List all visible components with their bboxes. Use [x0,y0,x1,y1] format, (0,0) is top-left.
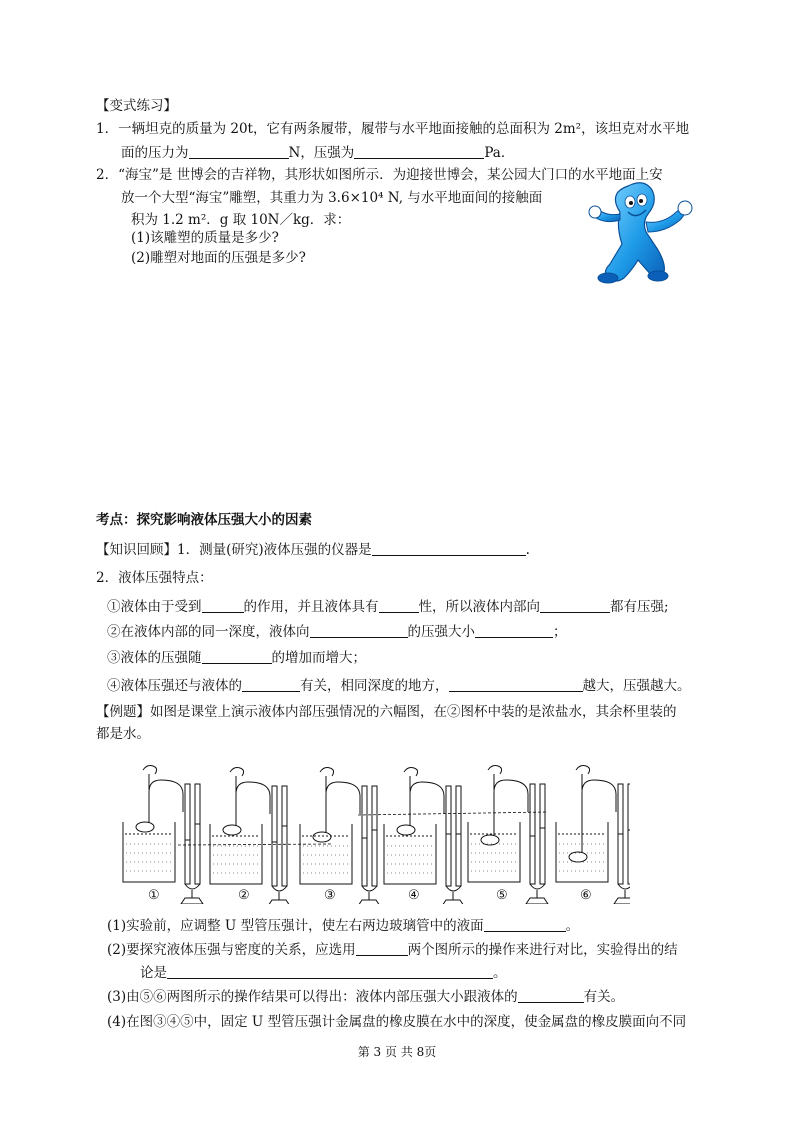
feature-4 [107,676,691,696]
question-2-line-3: 积为 1.2 m²．g 取 10N／kg．求： [131,212,351,228]
u-tube-right-5 [540,784,545,884]
stand-base-4 [442,900,464,904]
stand-base-1 [181,898,203,904]
stand-base-3 [358,900,380,904]
feature-1-blank-2[interactable] [379,598,419,613]
metal-probe-2 [223,825,241,835]
question-2-line-2: 放一个大型“海宝”雕塑，其重力为 3.6×10⁴ N, 与水平地面间的接触面 [121,190,543,206]
u-tube-right-4 [456,786,461,886]
u-tube-left-5 [530,784,535,884]
figure-label-2: ② [238,888,250,903]
feature-4-blank-1[interactable] [242,677,300,692]
example-q2-text-b: 两个图所示的操作来进行对比，实验得出的结 [407,942,678,958]
stand-base-5 [526,898,548,904]
figure-label-3: ③ [324,888,336,903]
feature-3-text-a: ③液体的压强随 [107,650,202,666]
feature-3-blank[interactable] [202,649,272,664]
question-1-line-1: 1．一辆坦克的质量为 20t，它有两条履带，履带与水平地面接触的总面积为 2m²，该坦克对水平地 [96,121,690,137]
stand-base-6 [614,898,630,904]
feature-2-blank-2[interactable] [475,623,553,638]
figure-label-5: ⑤ [496,888,508,903]
feature-1-text-d: 都有压强; [610,599,669,615]
beaker-2 [210,824,262,884]
u-tube-bottom-2 [272,886,287,891]
feature-3-text-b: 的增加而增大； [271,650,366,666]
example-q2-end: 。 [493,965,507,981]
q1-text-force: 面的压力为 [121,145,189,161]
u-tube-bottom-3 [362,886,377,891]
metal-probe-1 [136,822,154,832]
q1-text-pressure: N，压强为 [288,145,355,161]
example-q2-blank-2[interactable] [167,964,493,979]
example-q3 [107,987,624,1007]
example-q2-conclusion [140,963,507,983]
topic-title: 考点：探究影响液体压强大小的因素 [96,512,312,528]
u-tube-bottom-4 [446,886,461,891]
rubber-tube-2 [236,782,270,826]
variant-practice-heading: 【变式练习】 [96,98,177,114]
u-tube-right-6 [628,784,630,884]
rubber-tube-1 [149,780,183,823]
rubber-tube-6 [582,780,616,853]
feature-4-text-c: 越大，压强越大。 [582,678,691,694]
u-tube-left-4 [446,786,451,886]
u-tube-bottom-1 [185,884,200,889]
example-line-1: 【例题】如图是课堂上演示液体内部压强情况的六幅图，在②图杯中装的是浓盐水，其余杯里装的 [96,704,677,720]
instrument-answer-blank[interactable] [372,541,526,556]
example-q3-blank[interactable] [518,988,584,1003]
u-tube-right-1 [195,784,200,884]
u-tube-bottom-6 [618,884,630,889]
rubber-tube-3 [326,782,360,833]
example-q2 [107,940,678,960]
example-q1-text: (1)实验前，应调整 U 型管压强计，使左右两边玻璃管中的液面 [107,918,484,934]
example-line-2: 都是水。 [96,726,150,742]
review-end: . [525,542,530,558]
review-text: 【知识回顾】1．测量(研究)液体压强的仪器是 [96,542,372,558]
u-tube-right-2 [282,786,287,886]
figure-label-4: ④ [408,888,420,903]
feature-4-text-b: 有关，相同深度的地方， [300,678,449,694]
feature-4-text-a: ④液体压强还与液体的 [107,678,242,694]
beaker-4 [384,824,436,884]
force-answer-blank[interactable] [189,144,289,159]
feature-1-text-c: 性，所以液体内部向 [418,599,540,615]
figure-label-1: ① [148,888,160,903]
liquid-pressure-features-title: 2．液体压强特点： [96,570,213,586]
example-q1 [107,916,579,936]
example-q3-text-b: 有关。 [583,989,625,1005]
stand-base-2 [268,900,290,904]
hand-5 [488,766,502,775]
feature-4-blank-2[interactable] [449,677,583,692]
page-footer: 第 3 页 共 8页 [357,1045,437,1059]
feature-2-text-c: ； [553,624,567,640]
feature-3 [107,648,366,668]
example-q2-blank-1[interactable] [356,941,408,956]
knowledge-review-line [96,540,530,560]
question-2-line-1: 2．“海宝”是 世博会的吉祥物，其形状如图所示．为迎接世博会，某公园大门口的水平地面上安 [96,167,663,183]
metal-probe-6 [569,852,587,862]
example-q3-text-a: (3)由⑤⑥两图所示的操作结果可以得出：液体内部压强大小跟液体的 [107,989,518,1005]
feature-2-text-a: ②在液体内部的同一深度，液体向 [107,624,310,640]
hand-3 [320,768,334,777]
hand-6 [576,766,590,775]
question-1-line-2 [121,143,514,163]
u-tube-left-3 [362,786,367,886]
feature-2 [107,622,567,642]
pressure-answer-blank[interactable] [354,144,484,159]
hand-1 [143,766,157,775]
feature-2-text-b: 的压强大小 [407,624,475,640]
feature-1 [107,597,669,617]
hand-4 [404,768,418,777]
feature-1-text-b: 的作用，并且液体具有 [243,599,379,615]
feature-1-blank-3[interactable] [540,598,610,613]
u-tube-left-1 [185,784,190,884]
u-tube-bottom-5 [530,884,545,889]
question-2-sub-1: (1)该雕塑的质量是多少? [131,230,279,246]
example-q1-blank[interactable] [484,917,566,932]
pressure-experiment-figure [118,752,630,904]
rubber-tube-5 [494,780,528,836]
hand-2 [230,768,244,777]
example-q2-text-a: (2)要探究液体压强与密度的关系，应选用 [107,942,356,958]
haibao-mascot-image [586,180,696,285]
metal-probe-4 [397,825,415,835]
metal-probe-3 [313,832,331,842]
feature-1-text-a: ①液体由于受到 [107,599,202,615]
rubber-tube-4 [410,782,444,826]
example-q4: (4)在图③④⑤中，固定 U 型管压强计金属盘的橡皮膜在水中的深度，使金属盘的橡皮膜面向不同 [107,1014,687,1030]
example-q2-text-c: 论是 [140,965,167,981]
u-tube-right-3 [372,786,377,886]
feature-2-blank-1[interactable] [310,623,408,638]
q1-text-unit: Pa． [484,145,515,161]
question-2-sub-2: (2)雕塑对地面的压强是多少? [131,250,306,266]
metal-probe-5 [481,835,499,845]
example-q1-end: 。 [565,918,580,934]
figure-label-6: ⑥ [580,888,592,903]
u-tube-left-2 [272,786,277,886]
feature-1-blank-1[interactable] [202,598,244,613]
